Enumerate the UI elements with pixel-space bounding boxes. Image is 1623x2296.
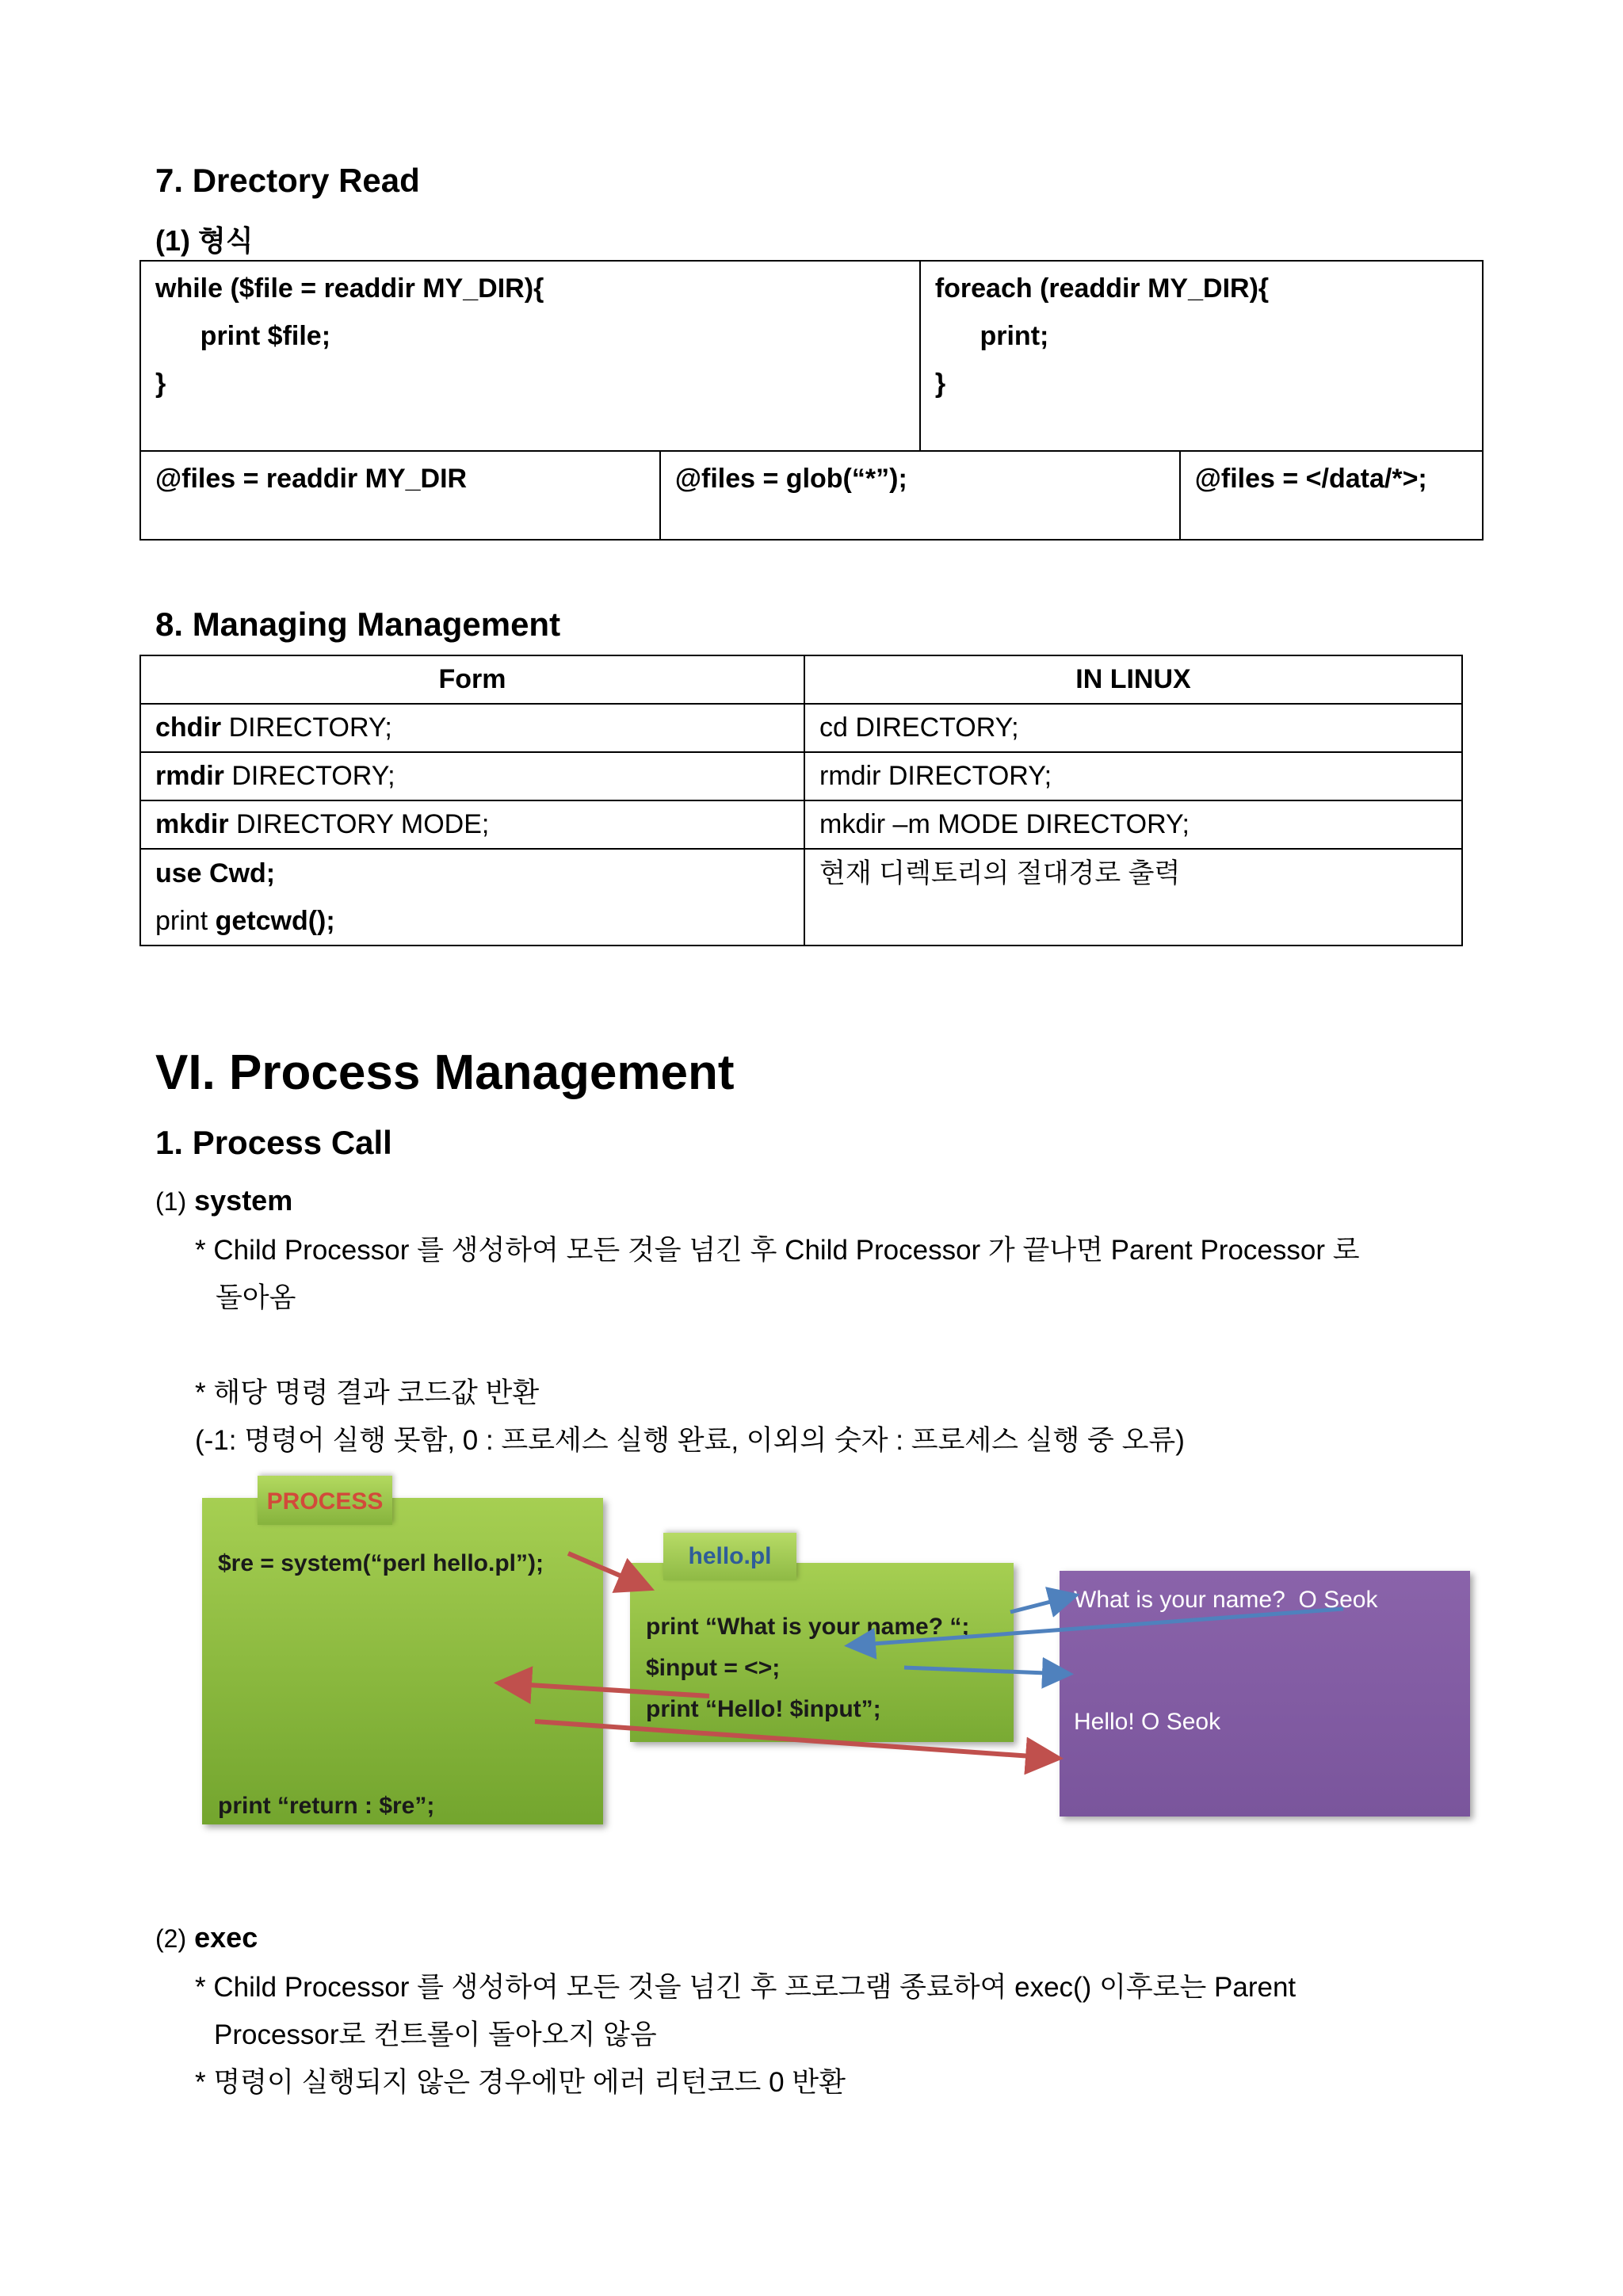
process-tab: PROCESS bbox=[258, 1476, 392, 1525]
command-name: getcwd(); bbox=[215, 906, 335, 936]
command-args: DIRECTORY; bbox=[221, 712, 392, 743]
system-desc-line2: 돌아옴 bbox=[216, 1282, 296, 1313]
linux-equivalent: cd DIRECTORY; bbox=[804, 704, 1462, 752]
chapter-title: VI. Process Management bbox=[155, 1045, 735, 1100]
while-readdir-cell bbox=[140, 261, 920, 451]
command-name: chdir bbox=[155, 712, 222, 743]
hello-code-line: $input = <>; bbox=[646, 1655, 781, 1681]
code-line: @files = </data/*>; bbox=[1194, 464, 1427, 494]
command-name: use Cwd; bbox=[155, 858, 276, 888]
code-line: } bbox=[155, 369, 166, 399]
code-line: while ($file = readdir MY_DIR){ bbox=[155, 273, 544, 304]
terminal-line: What is your name? O Seok bbox=[1074, 1587, 1378, 1613]
header-linux: IN LINUX bbox=[804, 655, 1462, 704]
code-line: print; bbox=[934, 321, 1049, 351]
return-arrow bbox=[503, 1683, 709, 1696]
system-desc-line4: (-1: 명령어 실행 못함, 0 : 프로세스 실행 완료, 이외의 숫자 : 프로세스 실행 중 오류) bbox=[195, 1425, 1185, 1456]
angle-glob-cell bbox=[1180, 451, 1483, 540]
directory-read-table bbox=[139, 260, 1484, 541]
glob-cell bbox=[660, 451, 1180, 540]
foreach-readdir-cell bbox=[920, 261, 1483, 451]
table-row bbox=[140, 752, 1462, 800]
process-call-title: 1. Process Call bbox=[155, 1124, 392, 1161]
linux-equivalent: 현재 디렉토리의 절대경로 출력 bbox=[804, 849, 1462, 946]
exec-desc-line1: * Child Processor 를 생성하여 모든 것을 넘긴 후 프로그램 종료하여 exec() 이후로는 Parent bbox=[195, 1972, 1296, 2003]
command-plain: print bbox=[155, 906, 216, 936]
process-code-line: print “return : $re”; bbox=[218, 1793, 435, 1819]
command-name: rmdir bbox=[155, 761, 224, 791]
exec-label: exec bbox=[194, 1921, 258, 1954]
command-args: DIRECTORY; bbox=[223, 761, 395, 791]
section-7-title: 7. Drectory Read bbox=[155, 162, 420, 199]
output-arrow bbox=[535, 1721, 1054, 1758]
command-name: mkdir bbox=[155, 809, 229, 839]
input-arrow bbox=[852, 1609, 1343, 1645]
prompt-arrow bbox=[1010, 1596, 1072, 1612]
system-heading bbox=[155, 1184, 292, 1217]
echo-arrow bbox=[904, 1668, 1066, 1674]
hello-code-line: print “What is your name? “; bbox=[646, 1614, 970, 1640]
exec-number: (2) bbox=[155, 1924, 187, 1953]
hello-tab: hello.pl bbox=[663, 1533, 796, 1580]
code-line: @files = glob(“*”); bbox=[674, 464, 907, 494]
code-line: print $file; bbox=[155, 321, 331, 351]
code-line: foreach (readdir MY_DIR){ bbox=[934, 273, 1270, 304]
system-label: system bbox=[194, 1184, 293, 1217]
readdir-array-cell bbox=[140, 451, 660, 540]
code-line: } bbox=[934, 369, 946, 399]
linux-equivalent: rmdir DIRECTORY; bbox=[804, 752, 1462, 800]
flow-arrows bbox=[202, 1476, 1470, 1840]
exec-desc-line3: * 명령이 실행되지 않은 경우에만 에러 리턴코드 0 반환 bbox=[195, 2067, 846, 2098]
call-arrow bbox=[568, 1553, 646, 1587]
system-desc-line3: * 해당 명령 결과 코드값 반환 bbox=[195, 1377, 540, 1408]
code-line: @files = readdir MY_DIR bbox=[155, 464, 468, 494]
command-args: DIRECTORY MODE; bbox=[228, 809, 490, 839]
terminal-line: Hello! O Seok bbox=[1074, 1709, 1221, 1735]
process-code-line: $re = system(“perl hello.pl”); bbox=[218, 1550, 544, 1576]
table-row bbox=[140, 849, 1462, 946]
header-form: Form bbox=[140, 655, 804, 704]
section-8-title: 8. Managing Management bbox=[155, 606, 561, 643]
section-7-subtitle: (1) 형식 bbox=[155, 224, 254, 257]
linux-equivalent: mkdir –m MODE DIRECTORY; bbox=[804, 800, 1462, 849]
system-desc-line1: * Child Processor 를 생성하여 모든 것을 넘긴 후 Child Processor 가 끝나면 Parent Processor 로 bbox=[195, 1235, 1360, 1266]
table-row bbox=[140, 800, 1462, 849]
exec-desc-line2: Processor로 컨트롤이 돌아오지 않음 bbox=[214, 2019, 657, 2050]
process-diagram bbox=[202, 1476, 1470, 1840]
table-row bbox=[140, 704, 1462, 752]
managing-table bbox=[139, 655, 1463, 946]
system-number: (1) bbox=[155, 1187, 187, 1216]
exec-heading bbox=[155, 1921, 258, 1954]
hello-code-line: print “Hello! $input”; bbox=[646, 1696, 881, 1722]
